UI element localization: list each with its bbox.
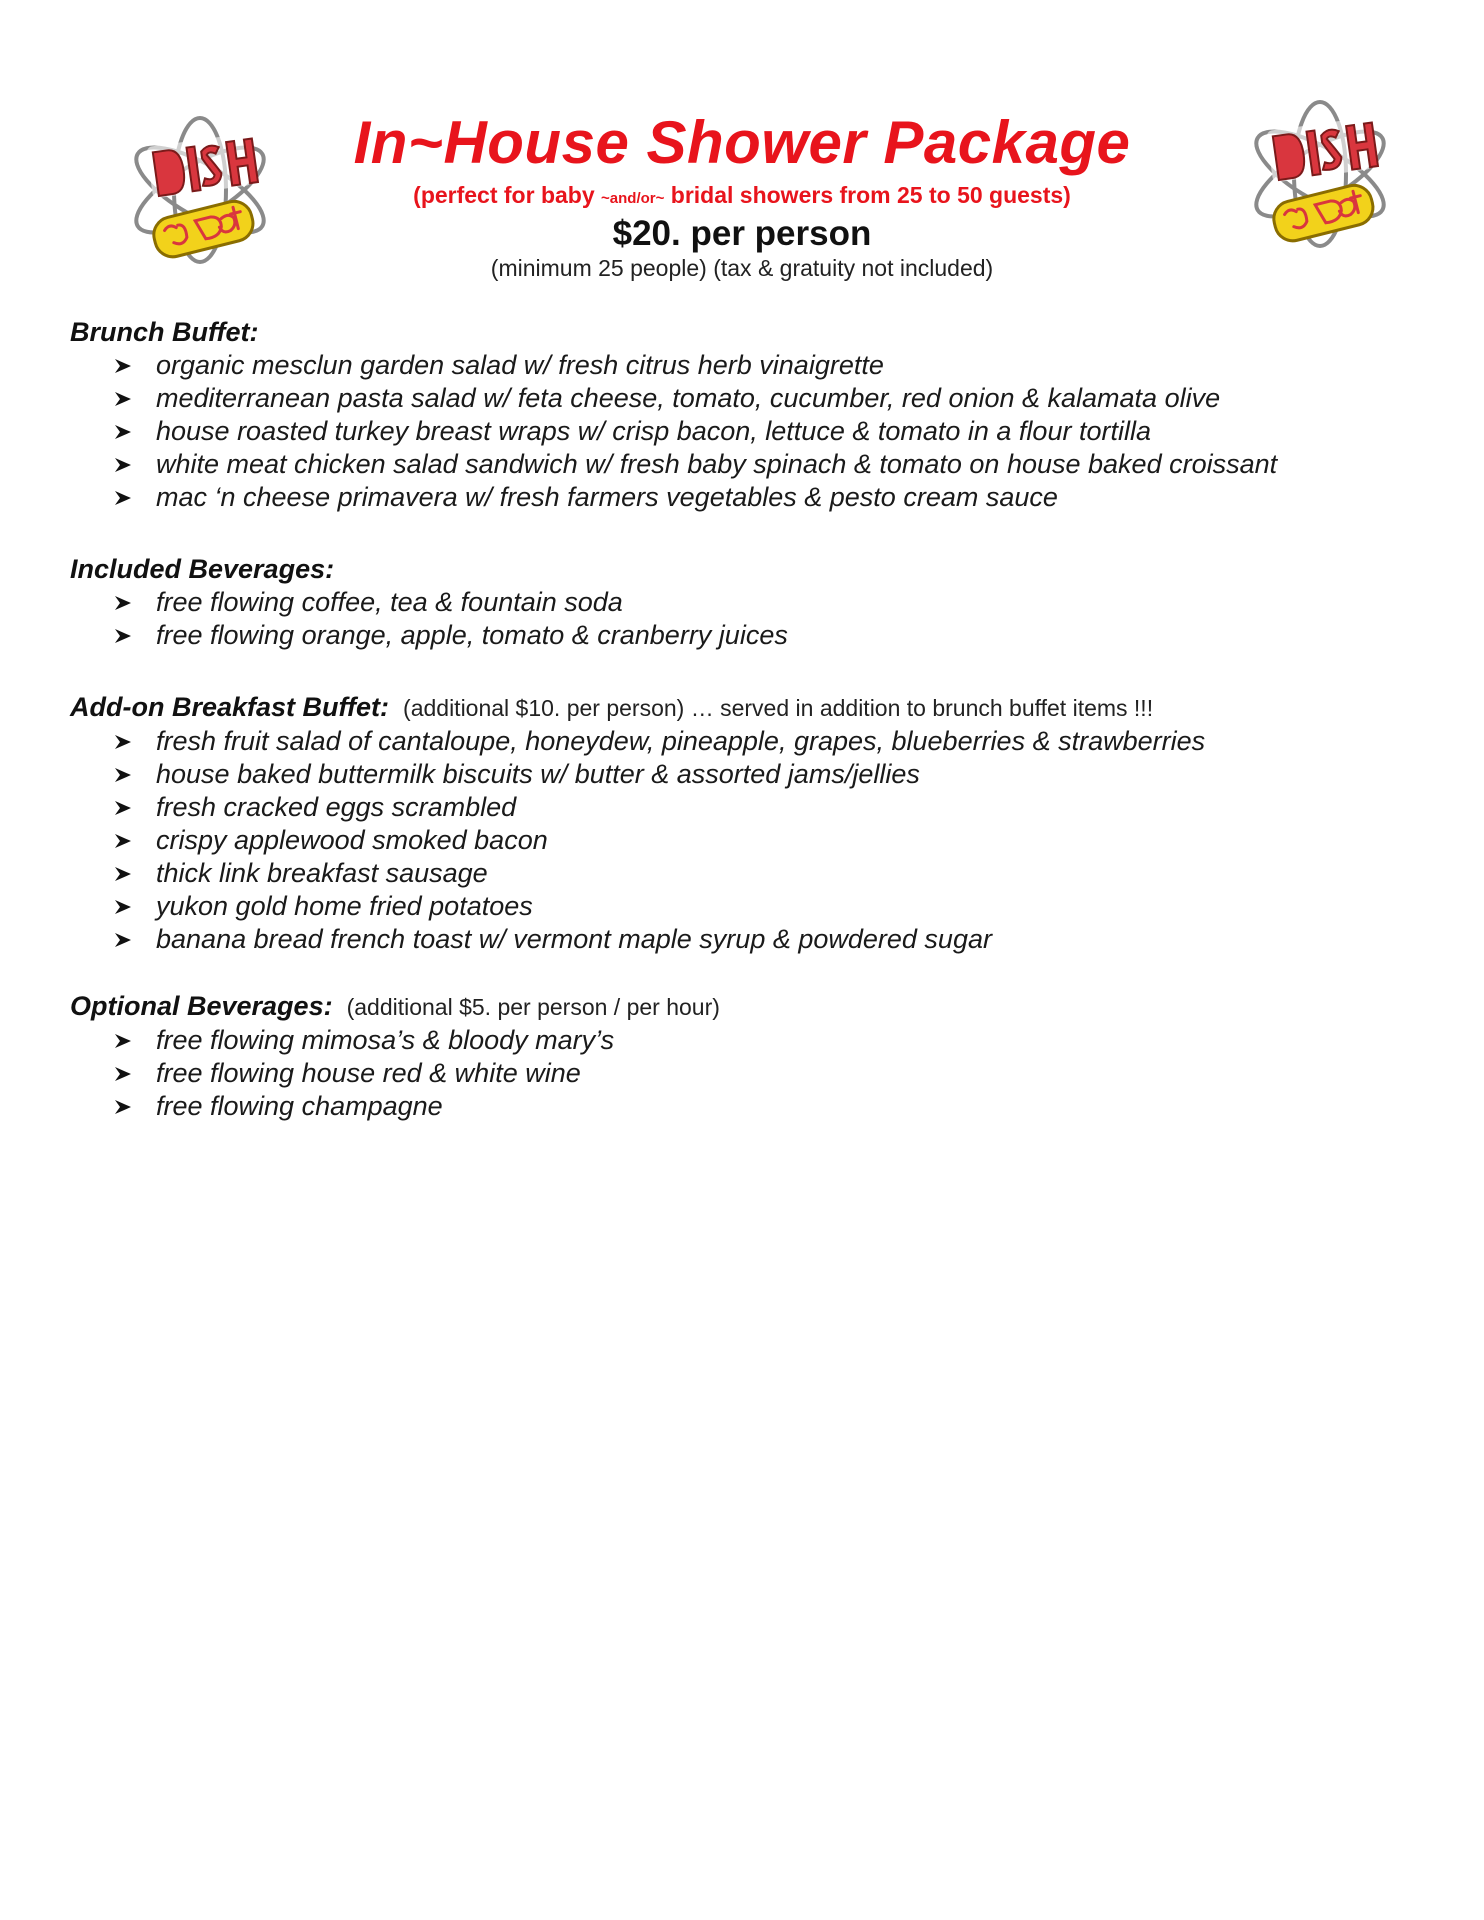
list-item — [70, 857, 1450, 890]
arrowhead-bullet-icon — [114, 1032, 132, 1050]
item-list — [70, 349, 1450, 514]
item-list — [70, 1024, 1450, 1123]
list-item-text: white meat chicken salad sandwich w/ fresh baby spinach & tomato on house baked croissant — [156, 449, 1278, 479]
section-heading: Optional Beverages: — [70, 991, 333, 1021]
list-item — [70, 824, 1450, 857]
arrowhead-bullet-icon — [114, 733, 132, 751]
list-item — [70, 415, 1450, 448]
arrowhead-bullet-icon — [114, 423, 132, 441]
list-item — [70, 382, 1450, 415]
arrowhead-bullet-icon — [114, 390, 132, 408]
list-item-text: banana bread french toast w/ vermont maple syrup & powdered sugar — [156, 924, 992, 954]
list-item-text: mac ‘n cheese primavera w/ fresh farmers vegetables & pesto cream sauce — [156, 482, 1058, 512]
list-item — [70, 619, 1450, 652]
dish-n-dat-logo-left — [120, 102, 280, 272]
price-per-person: $20. per person — [612, 214, 872, 253]
list-item-text: house baked buttermilk biscuits w/ butter & assorted jams/jellies — [156, 759, 920, 789]
section-included-beverages — [70, 553, 1450, 652]
subtitle — [300, 180, 1184, 214]
dish-n-dat-logo-right — [1240, 86, 1400, 256]
arrowhead-bullet-icon — [114, 799, 132, 817]
section-title — [70, 316, 1450, 349]
section-note: (additional $10. per person) … served in addition to brunch buffet items !!! — [403, 695, 1154, 721]
section-note: (additional $5. per person / per hour) — [346, 994, 720, 1020]
fineprint: (minimum 25 people) (tax & gratuity not included) — [490, 255, 994, 281]
section-addon-breakfast-buffet — [70, 691, 1450, 956]
list-item — [70, 791, 1450, 824]
list-item — [70, 923, 1450, 956]
list-item-text: free flowing house red & white wine — [156, 1058, 581, 1088]
arrowhead-bullet-icon — [114, 898, 132, 916]
arrowhead-bullet-icon — [114, 627, 132, 645]
list-item-text: house roasted turkey breast wraps w/ crisp bacon, lettuce & tomato in a flour tortilla — [156, 416, 1151, 446]
list-item-text: yukon gold home fried potatoes — [156, 891, 533, 921]
subtitle-part-a: (perfect for baby — [413, 182, 602, 208]
atom-logo-icon — [1240, 86, 1400, 256]
list-item-text: fresh cracked eggs scrambled — [156, 792, 517, 822]
list-item-text: free flowing mimosa’s & bloody mary’s — [156, 1025, 615, 1055]
section-title — [70, 990, 1450, 1024]
arrowhead-bullet-icon — [114, 766, 132, 784]
page-header — [300, 108, 1184, 282]
section-optional-beverages — [70, 990, 1450, 1123]
list-item-text: thick link breakfast sausage — [156, 858, 488, 888]
list-item — [70, 725, 1450, 758]
section-title — [70, 553, 1450, 586]
list-item — [70, 890, 1450, 923]
section-brunch-buffet — [70, 316, 1450, 514]
section-heading: Included Beverages: — [70, 554, 335, 584]
list-item-text: free flowing coffee, tea & fountain soda — [156, 587, 623, 617]
item-list — [70, 725, 1450, 956]
list-item-text: free flowing orange, apple, tomato & cranberry juices — [156, 620, 788, 650]
subtitle-small: ~and/or~ — [601, 190, 665, 207]
arrowhead-bullet-icon — [114, 489, 132, 507]
arrowhead-bullet-icon — [114, 1065, 132, 1083]
arrowhead-bullet-icon — [114, 357, 132, 375]
list-item — [70, 448, 1450, 481]
list-item — [70, 758, 1450, 791]
list-item-text: mediterranean pasta salad w/ feta cheese, tomato, cucumber, red onion & kalamata olive — [156, 383, 1221, 413]
list-item — [70, 349, 1450, 382]
arrowhead-bullet-icon — [114, 931, 132, 949]
arrowhead-bullet-icon — [114, 456, 132, 474]
list-item-text: crispy applewood smoked bacon — [156, 825, 548, 855]
list-item-text: free flowing champagne — [156, 1091, 443, 1121]
list-item — [70, 1024, 1450, 1057]
arrowhead-bullet-icon — [114, 594, 132, 612]
list-item — [70, 1057, 1450, 1090]
list-item — [70, 481, 1450, 514]
section-title — [70, 691, 1450, 725]
section-heading: Brunch Buffet: — [70, 317, 259, 347]
list-item — [70, 586, 1450, 619]
subtitle-part-b: bridal showers from 25 to 50 guests) — [664, 182, 1071, 208]
section-heading: Add-on Breakfast Buffet: — [70, 692, 390, 722]
list-item-text: fresh fruit salad of cantaloupe, honeydew, pineapple, grapes, blueberries & strawberries — [156, 726, 1206, 756]
item-list — [70, 586, 1450, 652]
atom-logo-icon — [120, 102, 280, 272]
list-item-text: organic mesclun garden salad w/ fresh citrus herb vinaigrette — [156, 350, 884, 380]
arrowhead-bullet-icon — [114, 1098, 132, 1116]
arrowhead-bullet-icon — [114, 865, 132, 883]
page-title: In~House Shower Package — [353, 109, 1131, 176]
arrowhead-bullet-icon — [114, 832, 132, 850]
list-item — [70, 1090, 1450, 1123]
